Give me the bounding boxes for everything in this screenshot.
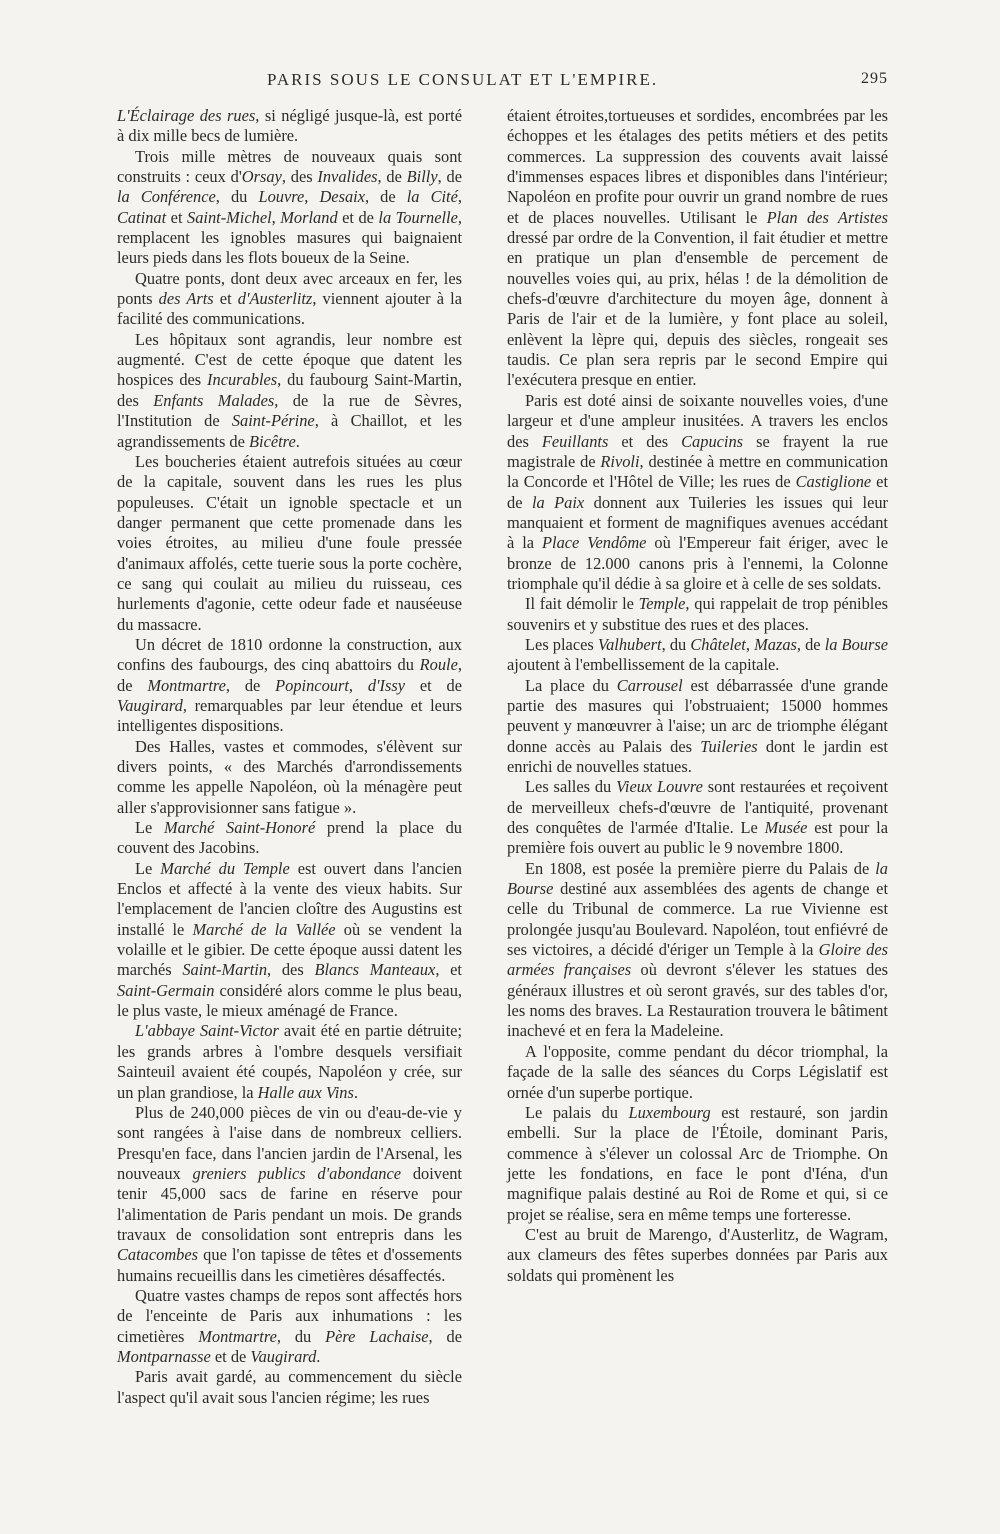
italic-term: greniers publics d'abondance: [192, 1163, 402, 1183]
italic-term: la Cité: [406, 187, 458, 207]
italic-term: Place Vendôme: [542, 533, 647, 553]
paragraph: L'abbaye Saint-Victor avait été en partie détruite; les grands arbres à l'ombre desquels versifiait Sainteuil avaient été coupés, Napoléon y crée, sur un plan grandiose, la Halle aux Vins.: [117, 1021, 462, 1102]
italic-term: Tuileries: [700, 736, 758, 756]
italic-term: Châtelet: [690, 634, 746, 654]
page-header: [117, 70, 888, 94]
italic-term: L'abbaye Saint-Victor: [135, 1021, 279, 1041]
italic-term: Invalides: [317, 167, 378, 187]
italic-term: la Tournelle: [378, 207, 458, 227]
italic-term: Montparnasse: [117, 1346, 211, 1366]
italic-term: Roule: [419, 655, 458, 675]
italic-term: Vaugirard: [250, 1346, 317, 1366]
paragraph: A l'opposite, comme pendant du décor triomphal, la façade de la salle des séances du Corps Législatif est ornée d'un superbe portique.: [507, 1041, 888, 1102]
paragraph: Les hôpitaux sont agrandis, leur nombre est augmenté. C'est de cette époque que datent les hospices des Incurables, du faubourg Saint-Martin, des Enfants Malades, de la rue de Sèvres, l'Institution de Saint-Périne, à Chaillot, et les agrandissements de Bicêtre.: [117, 329, 462, 451]
italic-term: Billy: [406, 167, 438, 187]
italic-term: Catacombes: [117, 1245, 199, 1265]
paragraph: Le palais du Luxembourg est restauré, son jardin embelli. Sur la place de l'Étoile, dominant Paris, commence à s'élever un colossal Arc de Triomphe. On jette les fondations, en face le pont d'Iéna, d'un magnifique palais destiné au Roi de Rome et qui, si ce projet se réalise, sera en même temps une forteresse.: [507, 1102, 888, 1224]
italic-term: Halle aux Vins: [257, 1082, 354, 1102]
italic-term: Marché du Temple: [160, 858, 290, 878]
italic-term: d'Austerlitz: [237, 289, 313, 309]
italic-term: Marché Saint-Honoré: [163, 818, 316, 838]
paragraph: Le Marché Saint-Honoré prend la place du couvent des Jacobins.: [117, 818, 462, 858]
paragraph: Paris avait gardé, au commencement du siècle l'aspect qu'il avait sous l'ancien régime; les rues: [117, 1367, 462, 1407]
paragraph: L'Éclairage des rues, si négligé jusque-là, est porté à dix mille becs de lumière.: [117, 106, 463, 146]
paragraph: Un décret de 1810 ordonne la construction, aux confins des faubourgs, des cinq abattoirs du Roule, de Montmartre, de Popincourt, d'Issy et de Vaugirard, remarquables par leur étendue et leurs intelligentes dispositions.: [117, 634, 463, 736]
paragraph: Les salles du Vieux Louvre sont restaurées et reçoivent de merveilleux chefs-d'œuvre de l'antiquité, provenant des conquêtes de l'armée d'Italie. Le Musée est pour la première fois ouvert au public le 9 novembre 1800.: [507, 777, 888, 858]
paragraph: Il fait démolir le Temple, qui rappelait de trop pénibles souvenirs et y substitue des rues et des places.: [507, 594, 888, 634]
italic-term: Blancs Manteaux: [314, 960, 436, 980]
italic-term: Mazas: [754, 634, 797, 654]
italic-term: Saint-Martin: [182, 960, 268, 980]
italic-term: la Bourse: [507, 858, 888, 899]
paragraph: Quatre ponts, dont deux avec arceaux en fer, les ponts des Arts et d'Austerlitz, viennent ajouter à la facilité des communications.: [117, 268, 462, 329]
italic-term: Luxembourg: [628, 1102, 711, 1122]
italic-term: Catinat: [117, 207, 167, 227]
italic-term: Louvre: [258, 187, 305, 207]
paragraph: C'est au bruit de Marengo, d'Austerlitz, de Wagram, aux clameurs des fêtes superbes données par Paris aux soldats qui promènent les: [507, 1224, 888, 1285]
italic-term: Bicêtre: [249, 431, 296, 451]
paragraph: Les boucheries étaient autrefois situées au cœur de la capitale, souvent dans les rues les plus populeuses. C'était un ignoble spectacle et un danger permanent que cette promenade dans les voies étroites, au milieu d'une foule pressée d'animaux affolés, cette tuerie sous la porte cochère, ce sang qui coulait au milieu du ruisseau, ces hurlements d'agonie, cette odeur fade et nauséeuse du massacre.: [117, 451, 462, 634]
paragraph: Des Halles, vastes et commodes, s'élèvent sur divers points, « des Marchés d'arrondissements comme les appelle Napoléon, où la ménagère peut aller s'approvisionner sans fatigue ».: [117, 736, 462, 817]
italic-term: Capucins: [681, 431, 744, 451]
paragraph: Trois mille mètres de nouveaux quais sont construits : ceux d'Orsay, des Invalides, de Billy, de la Conférence, du Louvre, Desaix, de la Cité, Catinat et Saint-Michel, Morland et de la Tournelle, remplacent les ignobles masures qui baignaient leurs pieds dans les flots boueux de la Seine.: [117, 146, 462, 268]
paragraph: Les places Valhubert, du Châtelet, Mazas, de la Bourse ajoutent à l'embellissement de la capitale.: [507, 634, 888, 675]
italic-term: Feuillants: [541, 431, 609, 451]
text-column-right: [507, 106, 888, 1286]
paragraph: En 1808, est posée la première pierre du Palais de la Bourse destiné aux assemblées des agents de change et celle du Tribunal de commerce. La rue Vivienne est prolongée jusqu'au Boulevard. Napoléon, tout enfiévré de ses victoires, a décidé d'ériger un Temple à la Gloire des armées françaises où devront s'élever les statues des généraux illustres et où seront gravés, sur des tables d'or, les noms des braves. La Restauration trouvera le bâtiment inachevé et en fera la Madeleine.: [507, 858, 888, 1041]
italic-term: L'Éclairage des rues: [117, 106, 256, 125]
italic-term: Rivoli: [600, 451, 640, 471]
italic-term: Musée: [764, 818, 808, 838]
paragraph: étaient étroites,tortueuses et sordides, encombrées par les échoppes et les étalages des petits métiers et des petits commerces. La suppression des couvents avait laissé d'immenses espaces libres et disponibles dans l'intérieur; Napoléon en profite pour ouvrir un grand nombre de rues et de places nouvelles. Utilisant le Plan des Artistes dressé par ordre de la Convention, il fait étudier et mettre en pratique un plan d'ensemble de percement de nouvelles voies qui, au prix, hélas ! de la démolition de chefs-d'œuvre d'architecture du moyen âge, donnent à Paris de l'air et de la lumière, y font place au soleil, enlèvent la lèpre qui, depuis des siècles, rongeait ses taudis. Ce plan sera repris par le second Empire qui l'exécutera presque en entier.: [507, 106, 888, 390]
text-column-left: [117, 106, 462, 1408]
paragraph: Le Marché du Temple est ouvert dans l'ancien Enclos et affecté à la vente des vieux habits. Sur l'emplacement de l'ancien cloître des Augustins est installé le Marché de la Vallée où se vendent la volaille et le gibier. De cette époque aussi datent les marchés Saint-Martin, des Blancs Manteaux, et Saint-Germain considéré alors comme le plus beau, le plus vaste, le mieux aménagé de France.: [117, 858, 462, 1021]
italic-term: Marché de la Vallée: [192, 919, 336, 939]
italic-term: Saint-Germain: [117, 980, 215, 1000]
italic-term: Temple: [638, 594, 686, 614]
italic-term: Enfants Malades: [153, 390, 275, 410]
italic-term: Gloire des armées françaises: [507, 940, 888, 980]
italic-term: la Paix: [531, 492, 585, 512]
italic-term: la Conférence: [117, 187, 216, 207]
paragraph: Quatre vastes champs de repos sont affectés hors de l'enceinte de Paris aux inhumations : les cimetières Montmartre, du Père Lachaise, de Montparnasse et de Vaugirard.: [117, 1285, 462, 1366]
italic-term: Incurables: [207, 370, 278, 390]
italic-term: Castiglione: [795, 472, 872, 492]
italic-term: des Arts: [158, 289, 214, 309]
italic-term: Saint-Michel: [187, 207, 272, 227]
italic-term: Morland: [280, 207, 338, 227]
italic-term: d'Issy: [367, 675, 406, 695]
paragraph: La place du Carrousel est débarrassée d'une grande partie des masures qui l'obstruaient; 15000 hommes peuvent y manœuvrer à l'aise; un arc de triomphe élégant donne accès au Palais des Tuileries dont le jardin est enrichi de nouvelles statues.: [507, 675, 888, 776]
page-number: 295: [861, 70, 888, 87]
italic-term: la Bourse: [824, 634, 888, 654]
italic-term: Popincourt: [275, 675, 349, 695]
italic-term: Père Lachaise: [325, 1326, 429, 1346]
paragraph: Paris est doté ainsi de soixante nouvelles voies, d'une largeur et d'une ampleur inusitées. A travers les enclos des Feuillants et des Capucins se frayent la rue magistrale de Rivoli, destinée à mettre en communication la Concorde et l'Hôtel de Ville; les rues de Castiglione et de la Paix donnent aux Tuileries les issues qui leur manquaient et forment de magnifiques avenues accédant à la Place Vendôme où l'Empereur fait ériger, avec le bronze de 12.000 canons pris à l'ennemi, la Colonne triomphale qu'il dédie à sa gloire et à celle de ses soldats.: [507, 390, 889, 593]
italic-term: Plan des Artistes: [766, 207, 888, 227]
running-title: PARIS SOUS LE CONSULAT ET L'EMPIRE.: [267, 70, 659, 89]
italic-term: Montmartre: [198, 1326, 277, 1346]
italic-term: Desaix: [319, 187, 365, 207]
paragraph: Plus de 240,000 pièces de vin ou d'eau-de-vie y sont rangées à l'aise dans de nombreux celliers. Presqu'en face, dans l'ancien jardin de l'Arsenal, les nouveaux greniers publics d'abondance doivent tenir 45,000 sacs de farine en réserve pour l'alimentation de Paris pendant un mois. De grands travaux de consolidation sont entrepris dans les Catacombes que l'on tapisse de têtes et d'ossements humains recueillis dans les cimetières désaffectés.: [117, 1102, 462, 1285]
italic-term: Orsay: [241, 167, 282, 187]
italic-term: Montmartre: [147, 675, 226, 695]
italic-term: Valhubert: [597, 634, 662, 654]
italic-term: Saint-Périne: [231, 411, 315, 431]
italic-term: Carrousel: [616, 675, 683, 695]
italic-term: Vieux Louvre: [616, 777, 703, 797]
italic-term: Vaugirard: [117, 695, 183, 715]
